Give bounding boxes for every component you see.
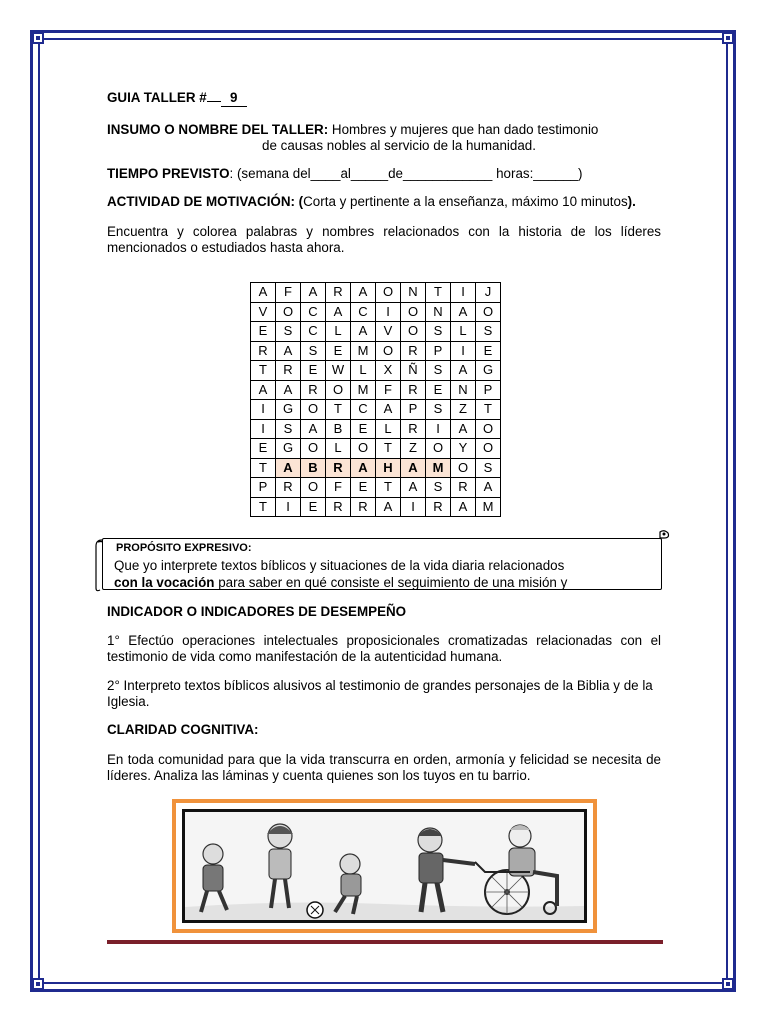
word-search-cell: G <box>476 361 501 381</box>
word-search-grid <box>250 282 501 517</box>
word-search-cell: T <box>426 283 451 303</box>
word-search-cell: R <box>351 497 376 517</box>
word-search-cell: N <box>401 283 426 303</box>
word-search-cell: A <box>251 380 276 400</box>
word-search-cell: I <box>251 400 276 420</box>
word-search-cell: B <box>301 458 326 478</box>
word-search-cell: A <box>276 458 301 478</box>
word-search-cell: O <box>351 439 376 459</box>
proposito-title: PROPÓSITO EXPRESIVO: <box>116 542 252 554</box>
word-search-row <box>251 302 501 322</box>
word-search-cell: R <box>326 497 351 517</box>
word-search-cell: R <box>326 458 351 478</box>
word-search-cell: P <box>426 341 451 361</box>
word-search-row <box>251 322 501 342</box>
word-search-row <box>251 400 501 420</box>
word-search-cell: A <box>401 458 426 478</box>
word-search-cell: T <box>326 400 351 420</box>
word-search-cell: C <box>351 302 376 322</box>
word-search-cell: A <box>451 497 476 517</box>
children-illustration <box>182 809 587 923</box>
word-search-cell: S <box>426 400 451 420</box>
insumo-paragraph <box>107 122 661 138</box>
word-search-cell: E <box>301 497 326 517</box>
word-search-cell: A <box>376 497 401 517</box>
word-search-cell: W <box>326 361 351 381</box>
children-illustration-frame <box>172 799 597 933</box>
word-search-cell: B <box>326 419 351 439</box>
word-search-cell: E <box>426 380 451 400</box>
word-search-cell: O <box>401 322 426 342</box>
proposito-line-2 <box>114 574 654 591</box>
word-search-cell: O <box>276 302 301 322</box>
word-search-cell: L <box>376 419 401 439</box>
word-search-cell: T <box>376 439 401 459</box>
word-search-cell: O <box>301 439 326 459</box>
word-search-cell: R <box>301 380 326 400</box>
word-search-cell: I <box>276 497 301 517</box>
word-search-cell: I <box>401 497 426 517</box>
word-search-cell: A <box>326 302 351 322</box>
word-search-cell: O <box>301 478 326 498</box>
word-search-cell: S <box>276 322 301 342</box>
word-search-cell: O <box>476 302 501 322</box>
motivacion-text: Corta y pertinente a la enseñanza, máximo 10 minutos <box>303 194 628 209</box>
insumo-text-1: Hombres y mujeres que han dado testimonio <box>328 122 599 137</box>
word-search-cell: E <box>476 341 501 361</box>
word-search-cell: A <box>276 380 301 400</box>
word-search-cell: O <box>301 400 326 420</box>
word-search-cell: O <box>476 439 501 459</box>
word-search-cell: N <box>451 380 476 400</box>
word-search-cell: I <box>251 419 276 439</box>
proposito-line-1: Que yo interprete textos bíblicos y situaciones de la vida diaria relacionados <box>114 558 565 573</box>
word-search-cell: G <box>276 400 301 420</box>
tiempo-label: TIEMPO PREVISTO <box>107 166 230 181</box>
word-search-cell: T <box>476 400 501 420</box>
word-search-cell: R <box>426 497 451 517</box>
word-search-cell: L <box>351 361 376 381</box>
word-search-cell: A <box>401 478 426 498</box>
word-search-cell: O <box>476 419 501 439</box>
word-search-cell: M <box>351 341 376 361</box>
word-search-cell: R <box>276 361 301 381</box>
word-search-cell: E <box>251 322 276 342</box>
word-search-cell: T <box>251 497 276 517</box>
indicador-2: 2° Interpreto textos bíblicos alusivos al testimonio de grandes personajes de la Biblia y de la Iglesia. <box>107 678 653 709</box>
word-search-cell: T <box>251 458 276 478</box>
word-search-cell: V <box>251 302 276 322</box>
guia-number: 9 <box>221 90 247 107</box>
bottom-rule <box>107 940 663 944</box>
word-search-row <box>251 341 501 361</box>
indicador-1: 1° Efectúo operaciones intelectuales proposicionales cromatizadas relacionadas con el testimonio de vida como manifestación de la autenticidad humana. <box>107 633 661 664</box>
word-search-cell: F <box>376 380 401 400</box>
word-search-cell: F <box>276 283 301 303</box>
document-body-bottom <box>107 604 661 784</box>
word-search-cell: S <box>276 419 301 439</box>
word-search-cell: Y <box>451 439 476 459</box>
corner-ornament-tl <box>32 32 44 44</box>
word-search-cell: M <box>351 380 376 400</box>
claridad-text: En toda comunidad para que la vida transcurra en orden, armonía y felicidad se necesita de líderes. Analiza las láminas y cuenta quienes son los tuyos en tu barrio. <box>107 752 661 783</box>
motivacion-paragraph <box>107 194 661 210</box>
word-search-row <box>251 419 501 439</box>
word-search-cell: T <box>251 361 276 381</box>
word-search-cell: O <box>401 302 426 322</box>
word-search-cell: F <box>326 478 351 498</box>
word-search-cell: E <box>251 439 276 459</box>
word-search-cell: C <box>301 322 326 342</box>
word-search-cell: R <box>401 380 426 400</box>
word-search-cell: R <box>276 478 301 498</box>
word-search-cell: J <box>476 283 501 303</box>
word-search-cell: A <box>251 283 276 303</box>
word-search-cell: R <box>401 419 426 439</box>
word-search-cell: O <box>376 283 401 303</box>
corner-ornament-tr <box>722 32 734 44</box>
tiempo-text: : (semana del____al_____de____________ horas:______) <box>229 166 583 181</box>
word-search-cell: M <box>476 497 501 517</box>
word-search-cell: G <box>276 439 301 459</box>
word-search-cell: O <box>451 458 476 478</box>
guia-label: GUIA TALLER # <box>107 90 207 105</box>
word-search-cell: A <box>301 283 326 303</box>
word-search-cell: A <box>451 361 476 381</box>
word-search-cell: X <box>376 361 401 381</box>
word-search-cell: E <box>326 341 351 361</box>
word-search-cell: A <box>376 400 401 420</box>
word-search-cell: V <box>376 322 401 342</box>
word-search-cell: L <box>326 322 351 342</box>
proposito-line-2-rest: para saber en qué consiste el seguimiento de una misión y <box>214 575 568 590</box>
word-search-cell: Ñ <box>401 361 426 381</box>
word-search-cell: R <box>451 478 476 498</box>
word-search-cell: P <box>251 478 276 498</box>
word-search-row <box>251 478 501 498</box>
word-search-row <box>251 458 501 478</box>
word-search-cell: S <box>301 341 326 361</box>
insumo-text-2: de causas nobles al servicio de la humanidad. <box>262 138 536 153</box>
word-search-row <box>251 497 501 517</box>
word-search-cell: A <box>451 419 476 439</box>
word-search-cell: E <box>351 419 376 439</box>
word-search-cell: E <box>301 361 326 381</box>
guia-heading <box>107 90 661 107</box>
word-search-row <box>251 439 501 459</box>
word-search-cell: O <box>376 341 401 361</box>
corner-ornament-br <box>722 978 734 990</box>
proposito-bold: con la vocación <box>114 575 215 590</box>
word-search-cell: A <box>276 341 301 361</box>
word-search-cell: S <box>426 361 451 381</box>
word-search-cell: M <box>426 458 451 478</box>
word-search-cell: A <box>351 458 376 478</box>
word-search-cell: P <box>476 380 501 400</box>
document-body-top <box>107 90 661 256</box>
word-search-cell: C <box>351 400 376 420</box>
word-search-cell: O <box>426 439 451 459</box>
word-search-row <box>251 283 501 303</box>
word-search-row <box>251 380 501 400</box>
word-search-cell: L <box>451 322 476 342</box>
corner-ornament-bl <box>32 978 44 990</box>
word-search-row <box>251 361 501 381</box>
word-search-cell: R <box>251 341 276 361</box>
word-search-cell: Z <box>451 400 476 420</box>
word-search-cell: A <box>351 322 376 342</box>
word-search-cell: Z <box>401 439 426 459</box>
word-search-cell: S <box>426 322 451 342</box>
word-search-cell: O <box>326 380 351 400</box>
word-search-cell: I <box>376 302 401 322</box>
word-search-cell: T <box>376 478 401 498</box>
tiempo-paragraph <box>107 166 661 182</box>
word-search-cell: C <box>301 302 326 322</box>
word-search-cell: S <box>476 458 501 478</box>
motivacion-end: ). <box>627 194 636 209</box>
word-search-cell: I <box>426 419 451 439</box>
word-search-cell: A <box>301 419 326 439</box>
word-search-cell: A <box>351 283 376 303</box>
instruction-text: Encuentra y colorea palabras y nombres relacionados con la historia de los líderes mencionados o estudiados hasta ahora. <box>107 224 661 255</box>
word-search-cell: P <box>401 400 426 420</box>
motivacion-label: ACTIVIDAD DE MOTIVACIÓN: ( <box>107 194 304 209</box>
children-playing-image <box>185 812 584 920</box>
word-search-cell: N <box>426 302 451 322</box>
word-search-cell: I <box>451 283 476 303</box>
word-search-cell: R <box>401 341 426 361</box>
word-search-cell: E <box>351 478 376 498</box>
indicadores-title: INDICADOR O INDICADORES DE DESEMPEÑO <box>107 604 407 619</box>
word-search-cell: S <box>476 322 501 342</box>
word-search-cell: A <box>451 302 476 322</box>
word-search-cell: A <box>476 478 501 498</box>
proposito-scroll-banner <box>94 530 672 592</box>
claridad-title: CLARIDAD COGNITIVA: <box>107 722 259 737</box>
word-search-cell: L <box>326 439 351 459</box>
word-search-cell: I <box>451 341 476 361</box>
word-search-cell: R <box>326 283 351 303</box>
proposito-text <box>114 540 654 591</box>
word-search-cell: S <box>426 478 451 498</box>
insumo-label: INSUMO O NOMBRE DEL TALLER: <box>107 122 329 137</box>
word-search-cell: H <box>376 458 401 478</box>
